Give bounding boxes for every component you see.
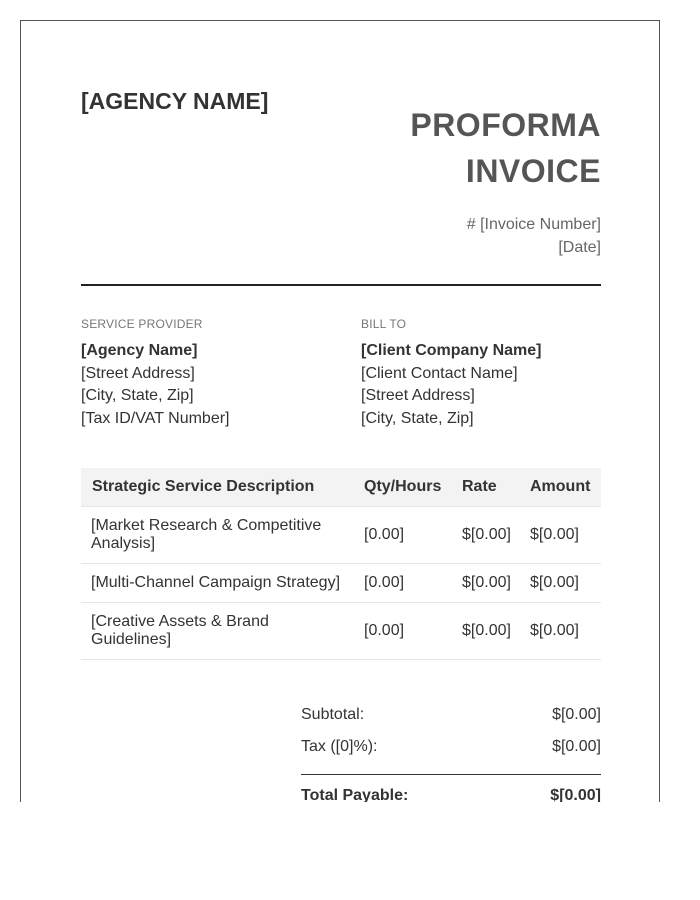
tax-row: [301, 737, 601, 769]
total-payable-value: $[0.00]: [550, 787, 601, 802]
item-rate: $[0.00]: [451, 564, 519, 603]
total-payable-label: Total Payable:: [301, 787, 409, 802]
tax-label: Tax ([0]%):: [301, 738, 378, 755]
client-company: [Client Company Name]: [361, 342, 542, 359]
invoice-number: # [Invoice Number]: [466, 216, 601, 233]
item-amount: $[0.00]: [519, 564, 601, 603]
header-divider: [81, 284, 601, 286]
item-qty: [0.00]: [353, 603, 451, 660]
service-provider-heading: SERVICE PROVIDER: [81, 317, 203, 331]
header-amount: Amount: [519, 468, 601, 507]
invoice-meta: [467, 213, 601, 259]
client-street: [Street Address]: [361, 387, 475, 404]
subtotal-label: Subtotal:: [301, 706, 365, 723]
header-rate: Rate: [451, 468, 519, 507]
bill-to-block: [361, 317, 621, 430]
item-amount: $[0.00]: [519, 603, 601, 660]
table-header-row: [81, 468, 601, 507]
invoice-page: [20, 20, 660, 802]
subtotal-row: [301, 705, 601, 737]
tax-value: $[0.00]: [552, 738, 601, 755]
provider-street: [Street Address]: [81, 364, 195, 382]
table-row: [81, 507, 601, 564]
bill-to-heading: BILL TO: [361, 317, 407, 331]
item-qty: [0.00]: [353, 564, 451, 603]
item-rate: $[0.00]: [451, 603, 519, 660]
client-city: [City, State, Zip]: [361, 409, 474, 427]
table-row: [81, 564, 601, 603]
total-payable-row: [301, 787, 601, 802]
client-contact: [Client Contact Name]: [361, 364, 518, 382]
item-description: [Market Research & Competitive Analysis]: [81, 507, 353, 564]
item-qty: [0.00]: [353, 507, 451, 564]
provider-city: [City, State, Zip]: [81, 387, 194, 404]
provider-tax-id: [Tax ID/VAT Number]: [81, 409, 230, 427]
item-description: [Creative Assets & Brand Guidelines]: [81, 603, 353, 660]
totals-block: [301, 705, 601, 769]
item-amount: $[0.00]: [519, 507, 601, 564]
header-description: Strategic Service Description: [81, 468, 353, 507]
line-items-table: [81, 468, 601, 660]
service-provider-block: [81, 317, 341, 430]
table-row: [81, 603, 601, 660]
provider-name: [Agency Name]: [81, 342, 198, 359]
header-qty: Qty/Hours: [353, 468, 451, 507]
document-title: PROFORMA INVOICE: [410, 107, 601, 189]
item-description: [Multi-Channel Campaign Strategy]: [81, 564, 353, 603]
agency-name-heading: [AGENCY NAME]: [81, 88, 269, 114]
item-rate: $[0.00]: [451, 507, 519, 564]
invoice-date: [Date]: [558, 239, 601, 256]
subtotal-value: $[0.00]: [552, 706, 601, 723]
totals-divider: [301, 774, 601, 775]
